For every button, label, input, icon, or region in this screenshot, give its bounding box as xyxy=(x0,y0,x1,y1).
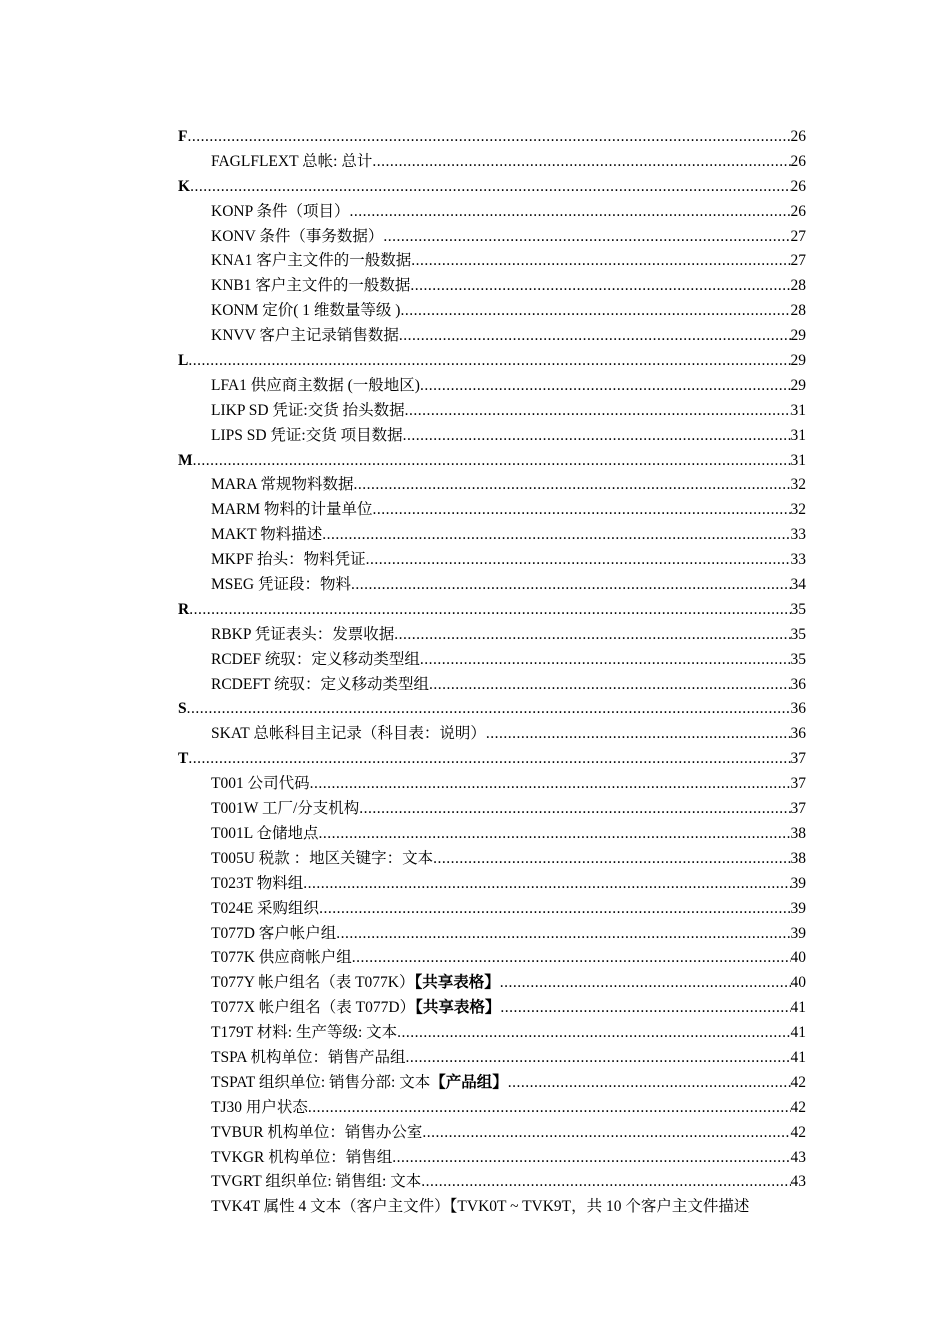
toc-entry-text: S xyxy=(178,700,187,718)
dot-leader xyxy=(422,1121,790,1146)
toc-entry[interactable] xyxy=(178,150,806,175)
toc-entry-label xyxy=(211,399,405,424)
toc-entry-label xyxy=(211,623,394,648)
toc-page-number: 36 xyxy=(790,700,806,718)
toc-entry-text: R xyxy=(178,600,190,618)
toc-page-number: 32 xyxy=(790,476,806,494)
toc-entry[interactable] xyxy=(178,772,806,797)
toc-page-number: 37 xyxy=(790,800,806,818)
toc-page-number: 27 xyxy=(790,227,806,245)
toc-page-number: 35 xyxy=(790,625,806,643)
toc-entry-text: TVGRT 组织单位: 销售组: 文本 xyxy=(211,1173,422,1191)
dot-leader xyxy=(411,249,790,274)
toc-page-number: 39 xyxy=(790,874,806,892)
toc-entry-text: T179T 材料: 生产等级: 文本 xyxy=(211,1024,398,1042)
dot-leader xyxy=(372,498,790,523)
toc-entry-text: MAKT 物料描述 xyxy=(211,526,323,544)
dot-leader xyxy=(336,922,790,947)
toc-page-number: 35 xyxy=(790,600,806,618)
toc-entry-text: T024E 采购组织 xyxy=(211,899,320,917)
toc-page-number: 41 xyxy=(790,999,806,1017)
toc-entry-text: F xyxy=(178,128,188,145)
toc-entry-text: T001 公司代码 xyxy=(211,775,310,793)
toc-entry-text: LIKP SD 凭证:交货 抬头数据 xyxy=(211,401,405,419)
toc-list xyxy=(178,125,806,1220)
toc-entry-text: KNA1 客户主文件的一般数据 xyxy=(211,252,412,270)
toc-entry-label xyxy=(211,971,500,996)
dot-leader xyxy=(508,1071,791,1096)
toc-section-heading[interactable] xyxy=(178,349,806,374)
toc-entry-text: T077D 客户帐户组 xyxy=(211,924,337,942)
toc-page-number: 33 xyxy=(790,526,806,544)
toc-section-heading[interactable] xyxy=(178,175,806,200)
toc-entry[interactable] xyxy=(178,548,806,573)
toc-entry[interactable] xyxy=(178,996,806,1021)
toc-entry-label xyxy=(211,648,420,673)
toc-page-number: 39 xyxy=(790,899,806,917)
toc-entry-label xyxy=(211,946,352,971)
toc-entry-label xyxy=(178,349,188,374)
toc-entry[interactable] xyxy=(178,1096,806,1121)
dot-leader xyxy=(403,424,791,449)
toc-entry-label xyxy=(211,1195,749,1220)
dot-leader xyxy=(405,399,791,424)
dot-leader xyxy=(322,523,790,548)
toc-entry[interactable] xyxy=(178,1046,806,1071)
toc-entry-label xyxy=(211,225,383,250)
toc-entry-text: LFA1 供应商主数据 (一般地区) xyxy=(211,376,420,394)
toc-entry[interactable] xyxy=(178,1121,806,1146)
toc-entry[interactable] xyxy=(178,399,806,424)
dot-leader xyxy=(372,150,790,175)
toc-entry-emphasis: 【共享表格】 xyxy=(415,999,501,1017)
toc-page-number: 39 xyxy=(790,924,806,942)
toc-entry-text: TVK4T 属性 4 文本（客户主文件）【TVK0T ~ TVK9T，共 10 个客户主文件描述 xyxy=(211,1198,750,1216)
toc-entry[interactable] xyxy=(178,623,806,648)
toc-entry-label xyxy=(211,1121,422,1146)
toc-entry[interactable] xyxy=(178,424,806,449)
toc-section-heading[interactable] xyxy=(178,449,806,474)
toc-entry-emphasis: 【共享表格】 xyxy=(414,974,500,992)
toc-page-number: 37 xyxy=(790,750,806,768)
toc-entry-text: RCDEF 统驭：定义移动类型组 xyxy=(211,650,420,668)
toc-entry-label xyxy=(211,922,336,947)
toc-entry[interactable] xyxy=(178,324,806,349)
toc-entry[interactable] xyxy=(178,1021,806,1046)
toc-page-number: 28 xyxy=(790,302,806,320)
toc-entry[interactable] xyxy=(178,299,806,324)
toc-entry[interactable] xyxy=(178,722,806,747)
toc-entry-text: TVBUR 机构单位：销售办公室 xyxy=(211,1123,423,1141)
toc-entry-label xyxy=(211,673,429,698)
toc-entry-text: KNVV 客户主记录销售数据 xyxy=(211,327,399,345)
toc-entry-label xyxy=(211,548,366,573)
dot-leader xyxy=(383,225,790,250)
toc-entry-emphasis: 【产品组】 xyxy=(430,1073,508,1091)
toc-entry[interactable] xyxy=(178,822,806,847)
toc-entry-label xyxy=(211,1146,392,1171)
toc-entry[interactable] xyxy=(178,274,806,299)
toc-page-number: 29 xyxy=(790,352,806,370)
toc-entry-label xyxy=(178,449,193,474)
toc-page-number: 28 xyxy=(790,277,806,295)
toc-entry-label xyxy=(211,722,486,747)
toc-page-number: 36 xyxy=(790,675,806,693)
toc-entry-label xyxy=(211,573,351,598)
toc-entry[interactable] xyxy=(178,797,806,822)
toc-entry-text: MARM 物料的计量单位 xyxy=(211,501,373,519)
toc-entry-text: T077X 帐户组名（表 T077D） xyxy=(211,999,416,1017)
toc-section-heading[interactable] xyxy=(178,125,806,150)
toc-entry-label xyxy=(211,822,319,847)
toc-entry[interactable] xyxy=(178,249,806,274)
toc-page-number: 31 xyxy=(790,426,806,444)
toc-entry-label xyxy=(178,697,187,722)
toc-page-number: 42 xyxy=(790,1098,806,1116)
dot-leader xyxy=(410,274,790,299)
toc-entry-label xyxy=(211,772,310,797)
toc-page-number: 38 xyxy=(790,849,806,867)
toc-entry-text: T077Y 帐户组名（表 T077K） xyxy=(211,974,415,992)
toc-page-number: 43 xyxy=(790,1173,806,1191)
dot-leader xyxy=(351,573,791,598)
dot-leader xyxy=(350,200,791,225)
toc-entry[interactable] xyxy=(178,872,806,897)
dot-leader xyxy=(354,473,791,498)
toc-page-number: 40 xyxy=(790,949,806,967)
toc-entry-text: MARA 常规物料数据 xyxy=(211,476,354,494)
toc-page-number: 32 xyxy=(790,501,806,519)
toc-entry[interactable] xyxy=(178,922,806,947)
toc-entry-label xyxy=(211,1021,397,1046)
toc-entry-text: T005U 税款 ：地区关键字：文本 xyxy=(211,849,434,867)
toc-entry-text: KONV 条件（事务数据） xyxy=(211,227,384,245)
dot-leader xyxy=(188,747,790,772)
toc-entry[interactable] xyxy=(178,673,806,698)
toc-page-number: 42 xyxy=(790,1123,806,1141)
dot-leader xyxy=(397,1021,790,1046)
toc-entry-text: T023T 物料组 xyxy=(211,874,304,892)
toc-entry-label xyxy=(178,598,189,623)
toc-entry-label xyxy=(211,374,420,399)
toc-entry-text: L xyxy=(178,352,189,370)
toc-entry-text: K xyxy=(178,177,191,195)
toc-entry-label xyxy=(211,274,410,299)
dot-leader xyxy=(420,648,791,673)
toc-entry-label xyxy=(211,897,319,922)
toc-page-number: 26 xyxy=(790,152,806,170)
toc-page-number: 38 xyxy=(790,824,806,842)
dot-leader xyxy=(187,697,791,722)
toc-page-number: 29 xyxy=(790,376,806,394)
toc-entry-label xyxy=(178,125,187,150)
dot-leader xyxy=(406,1046,791,1071)
toc-entry-label xyxy=(211,996,500,1021)
toc-entry-text: M xyxy=(178,451,193,469)
dot-leader xyxy=(399,324,791,349)
toc-entry-text: KONM 定价( 1 维数量等级 ) xyxy=(211,302,401,320)
toc-entry-label xyxy=(211,847,433,872)
toc-entry-label xyxy=(178,175,190,200)
toc-entry[interactable] xyxy=(178,523,806,548)
dot-leader xyxy=(310,772,791,797)
dot-leader xyxy=(433,847,790,872)
toc-entry-label xyxy=(211,498,372,523)
dot-leader xyxy=(189,598,790,623)
toc-entry-label xyxy=(211,797,359,822)
toc-entry-text: TSPA 机构单位：销售产品组 xyxy=(211,1048,406,1066)
dot-leader xyxy=(394,623,790,648)
toc-entry-label xyxy=(211,1170,421,1195)
toc-page-number: 31 xyxy=(790,451,806,469)
dot-leader xyxy=(193,449,791,474)
toc-entry-label xyxy=(211,200,350,225)
dot-leader xyxy=(303,872,790,897)
toc-page-number: 40 xyxy=(790,974,806,992)
toc-entry-text: TSPAT 组织单位: 销售分部: 文本 xyxy=(211,1073,431,1091)
toc-entry-text: T001W 工厂/分支机构 xyxy=(211,800,360,818)
toc-entry[interactable] xyxy=(178,573,806,598)
toc-page-number: 27 xyxy=(790,252,806,270)
toc-entry-label xyxy=(211,473,354,498)
dot-leader xyxy=(319,822,791,847)
dot-leader xyxy=(319,897,790,922)
dot-leader xyxy=(188,349,790,374)
toc-entry-label xyxy=(211,299,400,324)
toc-entry-text: FAGLFLEXT 总帐: 总计 xyxy=(211,152,373,170)
toc-section-heading[interactable] xyxy=(178,697,806,722)
dot-leader xyxy=(400,299,790,324)
toc-entry[interactable] xyxy=(178,225,806,250)
toc-entry-label xyxy=(211,1046,406,1071)
toc-page-number: 34 xyxy=(790,576,806,594)
toc-section-heading[interactable] xyxy=(178,747,806,772)
toc-entry-text: T xyxy=(178,750,189,768)
toc-entry-label xyxy=(211,150,372,175)
toc-entry-text: KONP 条件（项目） xyxy=(211,202,350,220)
toc-entry[interactable] xyxy=(178,200,806,225)
toc-entry-label xyxy=(211,872,303,897)
toc-page-number: 37 xyxy=(790,775,806,793)
toc-entry-label xyxy=(211,249,411,274)
toc-entry-label xyxy=(211,424,403,449)
toc-page-number: 26 xyxy=(790,202,806,220)
dot-leader xyxy=(187,125,790,150)
toc-page-number: 42 xyxy=(790,1073,806,1091)
toc-section-heading[interactable] xyxy=(178,598,806,623)
toc-entry[interactable] xyxy=(178,1170,806,1195)
toc-entry-text: MSEG 凭证段：物料 xyxy=(211,576,351,594)
dot-leader xyxy=(500,996,790,1021)
dot-leader xyxy=(486,722,791,747)
dot-leader xyxy=(190,175,790,200)
toc-entry[interactable] xyxy=(178,946,806,971)
toc-entry[interactable] xyxy=(178,498,806,523)
toc-page-number: 31 xyxy=(790,401,806,419)
toc-entry[interactable] xyxy=(178,971,806,996)
dot-leader xyxy=(359,797,790,822)
toc-page-number: 33 xyxy=(790,551,806,569)
toc-entry-text: T001L 仓储地点 xyxy=(211,824,319,842)
toc-entry[interactable] xyxy=(178,897,806,922)
toc-page-number: 41 xyxy=(790,1024,806,1042)
toc-entry[interactable] xyxy=(178,473,806,498)
dot-leader xyxy=(392,1146,790,1171)
toc-entry-text: TJ30 用户状态 xyxy=(211,1098,308,1116)
toc-entry-text: SKAT 总帐科目主记录（科目表：说明） xyxy=(211,725,486,743)
table-of-contents xyxy=(178,125,806,1220)
dot-leader xyxy=(429,673,790,698)
toc-entry-text: RBKP 凭证表头：发票收据 xyxy=(211,625,395,643)
toc-entry[interactable] xyxy=(178,374,806,399)
toc-entry-text: LIPS SD 凭证:交货 项目数据 xyxy=(211,426,403,444)
toc-entry-label xyxy=(178,747,188,772)
toc-page-number: 29 xyxy=(790,327,806,345)
toc-page-number: 36 xyxy=(790,725,806,743)
toc-entry-label xyxy=(211,1096,308,1121)
dot-leader xyxy=(308,1096,791,1121)
toc-entry-label xyxy=(211,523,322,548)
toc-entry-label xyxy=(211,1071,508,1096)
toc-entry-text: RCDEFT 统驭：定义移动类型组 xyxy=(211,675,430,693)
toc-page-number: 26 xyxy=(790,128,806,145)
toc-entry-label xyxy=(211,324,399,349)
toc-page-number: 41 xyxy=(790,1048,806,1066)
toc-entry-text: KNB1 客户主文件的一般数据 xyxy=(211,277,411,295)
toc-entry[interactable] xyxy=(178,847,806,872)
toc-page-number: 43 xyxy=(790,1148,806,1166)
toc-entry-text: MKPF 抬头：物料凭证 xyxy=(211,551,366,569)
toc-entry-text: TVKGR 机构单位：销售组 xyxy=(211,1148,393,1166)
dot-leader xyxy=(352,946,791,971)
dot-leader xyxy=(500,971,791,996)
toc-entry-text: T077K 供应商帐户组 xyxy=(211,949,352,967)
toc-page-number: 35 xyxy=(790,650,806,668)
toc-entry[interactable] xyxy=(178,1146,806,1171)
dot-leader xyxy=(366,548,791,573)
dot-leader xyxy=(421,1170,790,1195)
toc-entry[interactable] xyxy=(178,1195,806,1220)
toc-entry[interactable] xyxy=(178,648,806,673)
toc-page-number: 26 xyxy=(790,177,806,195)
dot-leader xyxy=(420,374,791,399)
toc-entry[interactable] xyxy=(178,1071,806,1096)
